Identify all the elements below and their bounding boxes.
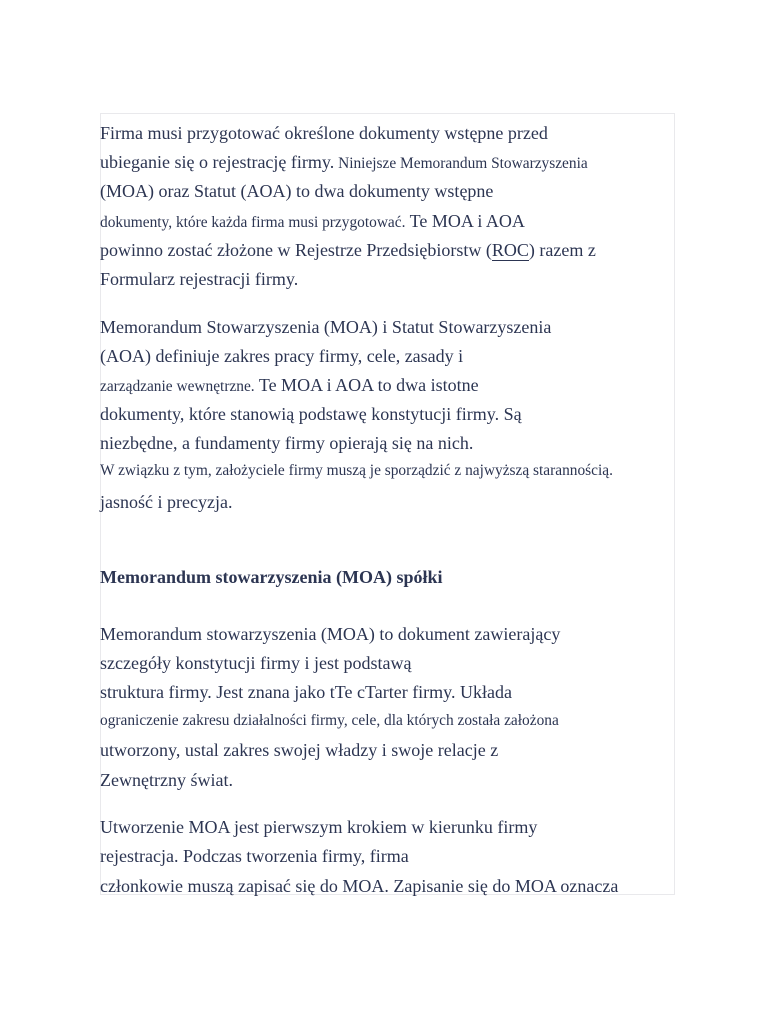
p1-line-6: Formularz rejestracji firmy. [100,269,299,289]
section-heading: Memorandum stowarzyszenia (MOA) spółki [100,567,443,587]
p3-line-6: Zewnętrzny świat. [100,770,233,790]
p2-line-7: jasność i precyzja. [100,492,233,512]
p2-line-4: dokumenty, które stanowią podstawę konstytucji firmy. Są [100,404,522,424]
p3-line-1: Memorandum stowarzyszenia (MOA) to dokument zawierający [100,624,561,644]
p2-line-3 [100,376,479,394]
p1-line-2a: ubieganie się o rejestrację firmy. [100,152,335,172]
p2-line-3a: zarządzanie wewnętrzne. [100,378,255,395]
roc-link[interactable]: ROC [491,240,529,260]
p1-line-2 [100,153,588,171]
p2-line-3b: Te MOA i AOA to dwa istotne [254,375,479,395]
p1-line-4 [100,212,525,230]
p4-line-3: członkowie muszą zapisać się do MOA. Zapisanie się do MOA oznacza [100,876,619,896]
p1-line-2b: Niniejsze Memorandum Stowarzyszenia [334,155,588,172]
p4-line-2: rejestracja. Podczas tworzenia firmy, firma [100,846,409,866]
p1-line-5b: ) razem z [528,240,596,260]
p3-line-3: struktura firmy. Jest znana jako tTe cTarter firmy. Układa [100,682,512,702]
p1-line-4a: dokumenty, które każda firma musi przygotować. [100,214,406,231]
p3-line-5: utworzony, ustal zakres swojej władzy i swoje relacje z [100,740,499,760]
p2-line-2: (AOA) definiuje zakres pracy firmy, cele, zasady i [100,346,464,366]
p1-line-1: Firma musi przygotować określone dokumenty wstępne przed [100,123,548,143]
p1-line-4b: Te MOA i AOA [405,211,525,231]
p2-line-5: niezbędne, a fundamenty firmy opierają się na nich. [100,433,474,453]
p1-line-5 [100,241,596,259]
p2-line-1: Memorandum Stowarzyszenia (MOA) i Statut Stowarzyszenia [100,317,552,337]
p4-line-1: Utworzenie MOA jest pierwszym krokiem w kierunku firmy [100,817,538,837]
p2-line-6: W związku z tym, założyciele firmy muszą je sporządzić z najwyższą starannością. [100,462,613,479]
p3-line-4: ograniczenie zakresu działalności firmy, cele, dla których została założona [100,712,559,729]
p1-line-3: (MOA) oraz Statut (AOA) to dwa dokumenty wstępne [100,181,494,201]
p3-line-2: szczegóły konstytucji firmy i jest podstawą [100,653,412,673]
p1-line-5a: powinno zostać złożone w Rejestrze Przedsiębiorstw ( [100,240,492,260]
